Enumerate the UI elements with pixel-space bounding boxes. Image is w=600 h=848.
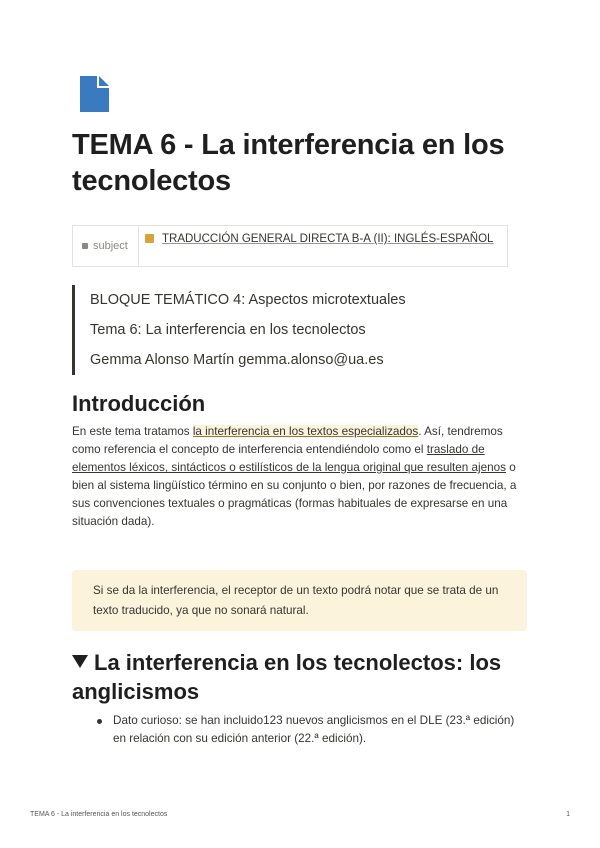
quote-line: Tema 6: La interferencia en los tecnolectos	[90, 322, 366, 338]
footer-page-number: 1	[566, 811, 570, 818]
quote-block	[72, 285, 406, 375]
document-icon	[80, 76, 110, 112]
page-title: TEMA 6 - La interferencia en los tecnolectos	[72, 129, 505, 197]
properties-table	[72, 225, 508, 267]
bullet-icon	[97, 719, 102, 724]
bullet-list	[97, 712, 517, 748]
intro-text: . Así, tendremos como referencia el concepto de interferencia entendiéndolo como el	[72, 425, 503, 456]
intro-text: o bien al sistema lingüístico término en su conjunto o bien, por razones de frecuencia, a sus convenciones textuales o pragmáticas (formas habituales de expresarse en una situación dada).	[72, 461, 517, 528]
list-item-text: Dato curioso: se han incluido123 nuevos anglicismos en el DLE (23.ª edición) en relación con su edición anterior (22.ª edición).	[113, 714, 515, 745]
list-item	[97, 712, 517, 748]
property-name	[73, 226, 139, 266]
intro-underline: traslado de elementos léxicos, sintácticos o estilísticos de la lengua original que resulten ajenos	[72, 443, 506, 474]
intro-paragraph	[72, 423, 528, 531]
toggle-heading[interactable]	[72, 648, 542, 706]
quote-line: BLOQUE TEMÁTICO 4: Aspectos microtextuales	[90, 292, 406, 308]
callout-box: Si se da la interferencia, el receptor de un texto podrá notar que se trata de un texto traducido, ya que no sonará natural.	[72, 570, 527, 631]
subject-label: subject	[93, 240, 128, 252]
property-value	[139, 226, 507, 266]
subject-link[interactable]: TRADUCCIÓN GENERAL DIRECTA B-A (II): INGLÉS-ESPAÑOL	[162, 233, 494, 245]
quote-line: Gemma Alonso Martín gemma.alonso@ua.es	[90, 352, 384, 368]
toggle-heading-text: La interferencia en los tecnolectos: los anglicismos	[72, 650, 502, 704]
toggle-triangle-icon[interactable]	[72, 655, 88, 668]
intro-heading: Introducción	[72, 391, 206, 416]
intro-text: En este tema tratamos	[72, 425, 193, 438]
footer-title: TEMA 6 - La interferencia en los tecnolectos	[30, 811, 168, 818]
folder-icon	[145, 234, 154, 243]
intro-highlight-link[interactable]: la interferencia en los textos especializados	[192, 425, 419, 438]
list-icon	[82, 243, 88, 249]
